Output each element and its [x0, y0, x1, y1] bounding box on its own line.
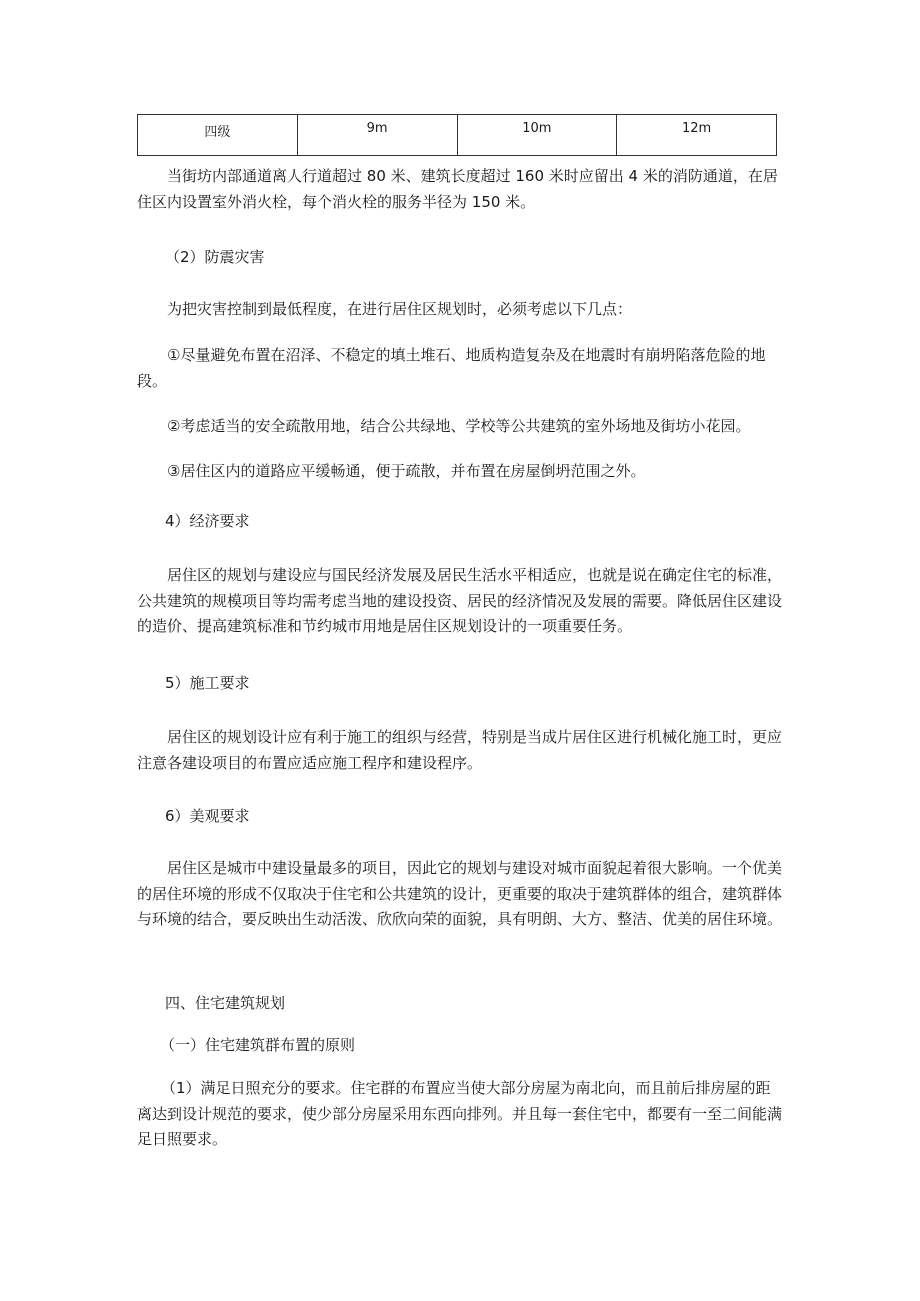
heading-section-four: 四、住宅建筑规划	[165, 994, 286, 1012]
paragraph-aesthetic: 居住区是城市中建设量最多的项目，因此它的规划与建设对城市面貌起着很大影响。一个优美的居住环境的形成不仅取决于住宅和公共建筑的设计，更重要的取决于建筑群体的组合，建筑群体与环境的结合，要反映出生动活泼、欣欣向荣的面貌，具有明朗、大方、整洁、优美的居住环境。	[137, 859, 783, 928]
paragraph-sunlight: （1）满足日照充分的要求。住宅群的布置应当使大部分房屋为南北向，而且前后排房屋的距离达到设计规范的要求，使少部分房屋采用东西向排列。并且每一套住宅中，都要有一至二间能满足日照要求。	[137, 1079, 783, 1148]
cell-text: 10m	[522, 121, 552, 136]
paragraph-item-2: ②考虑适当的安全疏散用地，结合公共绿地、学校等公共建筑的室外场地及街坊小花园。	[167, 417, 751, 435]
heading-economic: 4）经济要求	[165, 512, 250, 530]
heading-aesthetic: 6）美观要求	[165, 807, 250, 825]
paragraph-item-1: ①尽量避免布置在沼泽、不稳定的填土堆石、地质构造复杂及在地震时有崩坍陷落危险的地段。	[137, 346, 766, 390]
paragraph-item-3: ③居住区内的道路应平缓畅通，便于疏散，并布置在房屋倒坍范围之外。	[167, 462, 646, 480]
cell-text: 四级	[204, 125, 231, 140]
table-cell	[297, 115, 457, 156]
table-row	[138, 115, 777, 156]
cell-text: 9m	[366, 121, 388, 136]
table-cell	[617, 115, 777, 156]
heading-construction: 5）施工要求	[165, 674, 250, 692]
heading-subsection-one: （一）住宅建筑群布置的原则	[160, 1036, 356, 1054]
spacing-table	[137, 114, 777, 156]
cell-text: 12m	[682, 121, 712, 136]
heading-earthquake: （2）防震灾害	[165, 248, 265, 266]
paragraph-construction: 居住区的规划设计应有利于施工的组织与经营，特别是当成片居住区进行机械化施工时，更应注意各建设项目的布置应适应施工程序和建设程序。	[137, 728, 783, 772]
paragraph-economic: 居住区的规划与建设应与国民经济发展及居民生活水平相适应，也就是说在确定住宅的标准，公共建筑的规模项目等均需考虑当地的建设投资、居民的经济情况及发展的需要。降低居住区建设的造价、提高建筑标准和节约城市用地是居住区规划设计的一项重要任务。	[137, 566, 783, 635]
table-cell	[457, 115, 617, 156]
paragraph-quake-intro: 为把灾害控制到最低程度，在进行居住区规划时，必须考虑以下几点：	[167, 300, 633, 318]
table-cell	[138, 115, 298, 156]
paragraph-fire-access: 当街坊内部通道离人行道超过 80 米、建筑长度超过 160 米时应留出 4 米的消防通道，在居住区内设置室外消火栓，每个消火栓的服务半径为 150 米。	[137, 167, 778, 211]
